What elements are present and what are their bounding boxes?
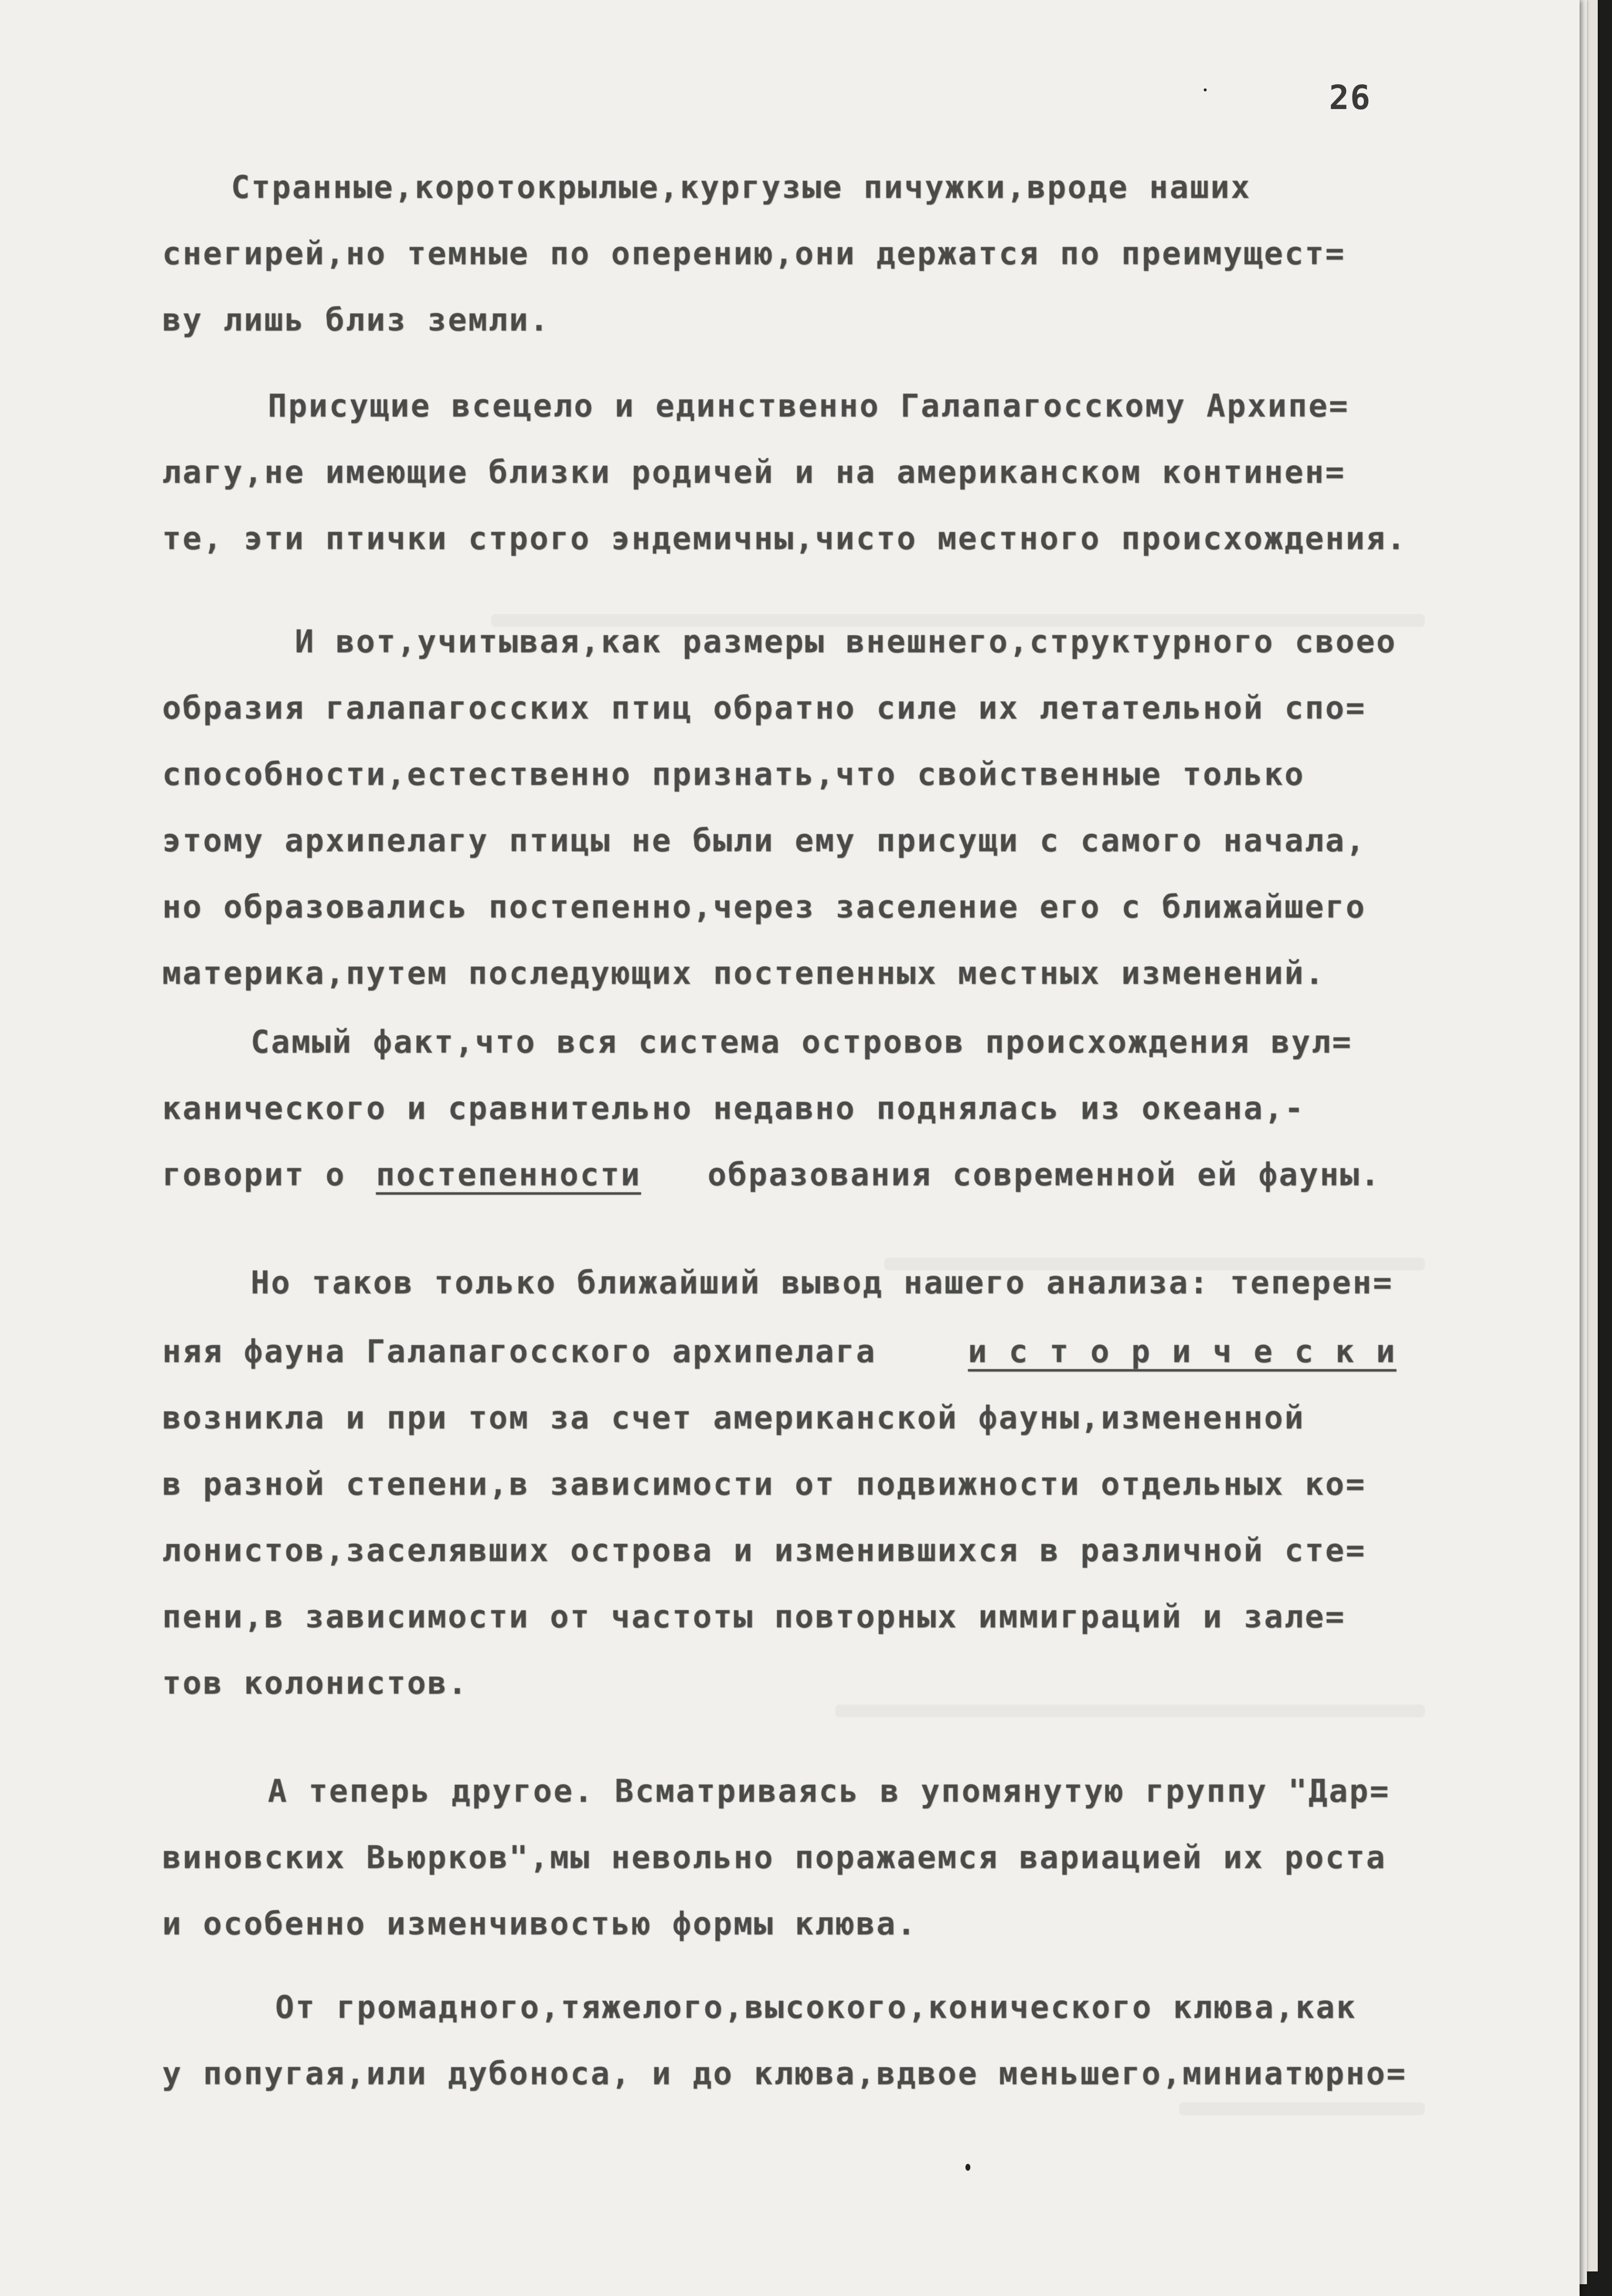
page-number: 26	[1329, 79, 1371, 117]
underlined-word: постепенности	[376, 1157, 641, 1193]
text-line: но образовались постепенно,через заселение его с ближайшего	[162, 889, 1366, 925]
bleed-through	[1179, 2102, 1425, 2115]
text-line: снегирей,но темные по оперению,они держатся по преимущест=	[162, 236, 1346, 272]
spaced-emphasis-word: и с т о р и ч е с к и	[968, 1334, 1397, 1370]
text-line: Но таков только ближайший вывод нашего анализа: теперен=	[251, 1265, 1393, 1301]
text-line: И вот,учитывая,как размеры внешнего,структурного своео	[295, 624, 1397, 660]
text-line: в разной степени,в зависимости от подвижности отдельных ко=	[162, 1466, 1366, 1503]
text-line: образия галапагосских птиц обратно силе их летательной спо=	[162, 690, 1366, 727]
text-line: виновских Вьюрков",мы невольно поражаемся вариацией их роста	[162, 1840, 1386, 1876]
text-line: этому архипелагу птицы не были ему присущи с самого начала,	[162, 823, 1366, 859]
ink-speck	[965, 2164, 970, 2171]
text-line: Самый факт,что вся система островов происхождения вул=	[251, 1024, 1353, 1061]
bleed-through	[835, 1705, 1425, 1717]
ink-speck	[1204, 88, 1207, 91]
text-line: Присущие всецело и единственно Галапагосскому Архипе=	[268, 388, 1350, 424]
text-line: возникла и при том за счет американской фауны,измененной	[162, 1400, 1305, 1436]
text-line: ву лишь близ земли.	[162, 302, 550, 338]
text-line: говорит о	[162, 1157, 346, 1193]
text-line: пени,в зависимости от частоты повторных иммиграций и зале=	[162, 1599, 1346, 1635]
text-line: образования современной ей фауны.	[707, 1157, 1381, 1193]
text-line: От громадного,тяжелого,высокого,конического клюва,как	[275, 1989, 1357, 2026]
text-line: тов колонистов.	[162, 1665, 468, 1702]
text-line: лагу,не имеющие близки родичей и на американском континен=	[162, 454, 1346, 491]
text-line: у попугая,или дубоноса, и до клюва,вдвое меньшего,миниатюрно=	[162, 2056, 1407, 2092]
text-line: те, эти птички строго эндемичны,чисто местного происхождения.	[162, 521, 1407, 557]
text-line: способности,естественно признать,что свойственные только	[162, 756, 1305, 793]
text-line: и особенно изменчивостью формы клюва.	[162, 1906, 917, 1942]
text-line: няя фауна Галапагосского архипелага	[162, 1334, 877, 1370]
text-line: А теперь другое. Всматриваясь в упомянутую группу "Дар=	[268, 1773, 1390, 1810]
text-line: Странные,коротокрылые,кургузые пичужки,вроде наших	[231, 169, 1251, 206]
text-line: лонистов,заселявших острова и изменившихся в различной сте=	[162, 1533, 1366, 1569]
text-line: канического и сравнительно недавно поднялась из океана,-	[162, 1091, 1305, 1127]
text-line: материка,путем последующих постепенных местных изменений.	[162, 955, 1326, 992]
